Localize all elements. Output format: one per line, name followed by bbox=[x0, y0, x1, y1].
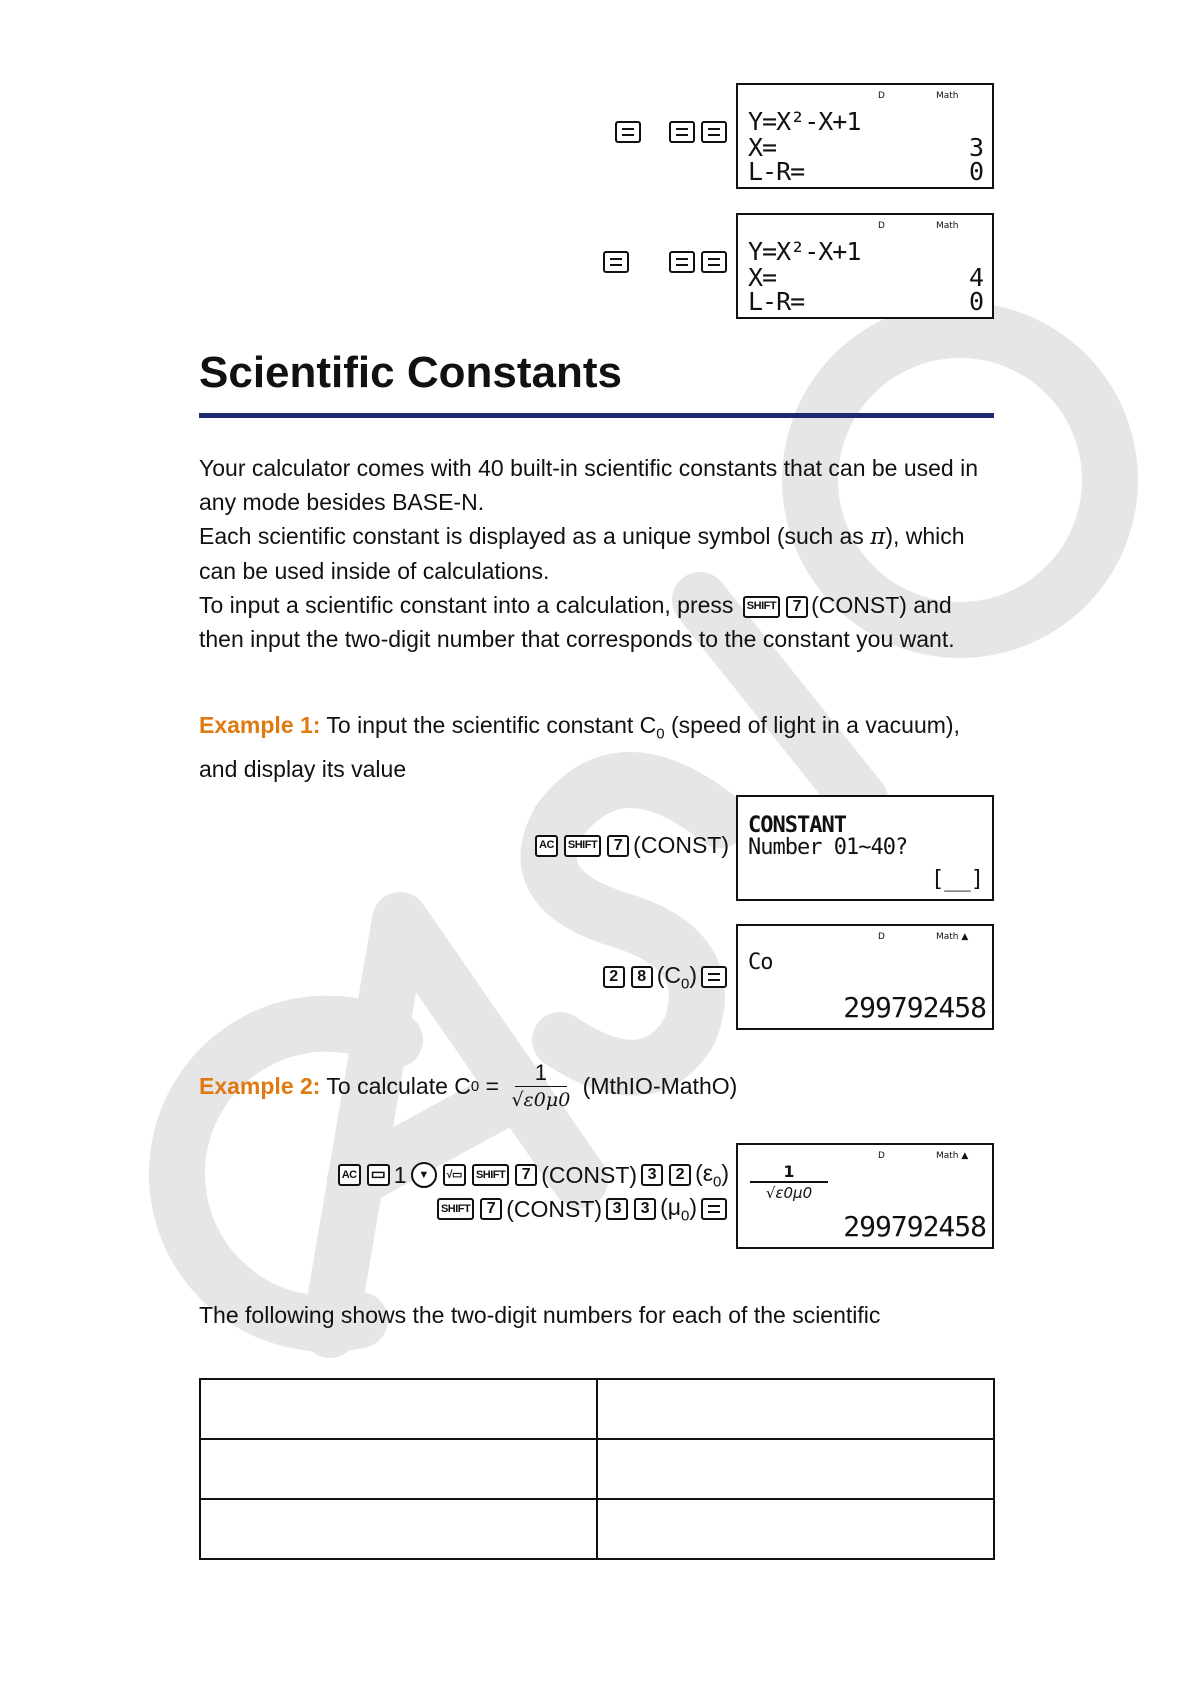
lcd-line-2: Number 01~40? bbox=[748, 835, 908, 860]
lcd-line-2-label: X= bbox=[748, 133, 777, 162]
equals-key[interactable] bbox=[701, 1198, 727, 1220]
lcd-fraction bbox=[750, 1163, 828, 1203]
example-1-text-a: To input the scientific constant C bbox=[320, 712, 657, 738]
equals-icon bbox=[676, 258, 688, 266]
table-row bbox=[200, 1439, 994, 1499]
lcd-line-1: Y=X²-X+1 bbox=[748, 237, 861, 266]
lcd-line-1: CONSTANT bbox=[748, 813, 846, 838]
lcd-line-3: [__] bbox=[931, 867, 984, 892]
section-title: Scientific Constants bbox=[199, 348, 622, 397]
intro-line-2a: Each scientific constant is displayed as a unique symbol (such as bbox=[199, 523, 871, 549]
equals-icon bbox=[708, 258, 720, 266]
seven-key[interactable]: 7 bbox=[480, 1198, 502, 1220]
example-1-text bbox=[199, 708, 999, 786]
lcd-line-2-label: X= bbox=[748, 263, 777, 292]
intro-line-3a: To input a scientific constant into a calculation, press bbox=[199, 592, 740, 618]
table-row bbox=[200, 1379, 994, 1439]
seven-key[interactable]: 7 bbox=[786, 596, 808, 618]
shift-key[interactable]: SHIFT bbox=[564, 835, 601, 857]
equals-icon bbox=[622, 128, 634, 136]
lcd-screen-2 bbox=[736, 213, 994, 319]
deg-indicator: D bbox=[878, 91, 885, 101]
title-rule bbox=[199, 413, 994, 418]
seven-key[interactable]: 7 bbox=[515, 1164, 537, 1186]
key-sequence-5b bbox=[340, 1194, 730, 1225]
lcd-line-3-value: 0 bbox=[968, 157, 984, 186]
table-cell bbox=[200, 1439, 597, 1499]
equals-icon bbox=[708, 1205, 720, 1213]
example-2-text-b: (MthIO-MathO) bbox=[576, 1073, 738, 1099]
equals-key[interactable] bbox=[669, 251, 695, 273]
pi-symbol: π bbox=[870, 524, 886, 550]
table-cell bbox=[597, 1379, 994, 1439]
seven-key[interactable]: 7 bbox=[607, 835, 629, 857]
table-row bbox=[200, 1499, 994, 1559]
lcd-screen-1 bbox=[736, 83, 994, 189]
key-sequence-5a bbox=[240, 1160, 730, 1191]
shift-key[interactable]: SHIFT bbox=[472, 1164, 509, 1186]
c0-label: $(C_0)$ bbox=[656, 962, 697, 993]
ac-key[interactable]: AC bbox=[535, 835, 558, 857]
equals-icon bbox=[708, 128, 720, 136]
const-label: (CONST) bbox=[506, 1195, 603, 1222]
math-indicator: Math ▲ bbox=[936, 932, 969, 942]
deg-indicator: D bbox=[878, 932, 885, 942]
mu-label: $(\mu_0)$ bbox=[660, 1194, 697, 1225]
table-cell bbox=[200, 1499, 597, 1559]
key-sequence-1 bbox=[560, 121, 730, 143]
key-sequence-2 bbox=[560, 251, 730, 273]
sqrt-key[interactable]: √▭ bbox=[443, 1164, 466, 1186]
lcd-fraction-numerator: 1 bbox=[783, 1162, 795, 1181]
shift-key[interactable]: SHIFT bbox=[437, 1198, 474, 1220]
ac-key[interactable]: AC bbox=[338, 1164, 361, 1186]
deg-indicator: D bbox=[878, 1151, 885, 1161]
two-key[interactable]: 2 bbox=[603, 966, 625, 988]
lcd-screen-5 bbox=[736, 1143, 994, 1249]
math-indicator: Math ▲ bbox=[936, 1151, 969, 1161]
table-cell bbox=[597, 1499, 994, 1559]
lcd-result: 299792458 bbox=[843, 991, 986, 1024]
lcd-line-3-value: 0 bbox=[968, 287, 984, 316]
math-indicator: Math bbox=[936, 91, 959, 101]
lcd-line-3-label: L-R= bbox=[748, 157, 805, 186]
intro-line-1: Your calculator comes with 40 built-in scientific constants that can be used in any mode besides BASE-N. bbox=[199, 455, 979, 515]
lcd-screen-4 bbox=[736, 924, 994, 1030]
three-key[interactable]: 3 bbox=[634, 1198, 656, 1220]
three-key[interactable]: 3 bbox=[641, 1164, 663, 1186]
lcd-line-1: Co bbox=[748, 950, 773, 975]
table-cell bbox=[200, 1379, 597, 1439]
equals-key[interactable] bbox=[615, 121, 641, 143]
intro-paragraph bbox=[199, 451, 999, 656]
down-arrow-icon[interactable]: ▼ bbox=[411, 1162, 437, 1188]
intro-line-3b: and then input the two-digit number that corresponds to the constant you want. bbox=[199, 592, 955, 652]
fraction-key[interactable]: ▭ bbox=[367, 1164, 390, 1186]
lcd-line-2-value: 4 bbox=[968, 263, 984, 292]
lcd-result: 299792458 bbox=[843, 1210, 986, 1243]
intro-line-2b: ), which can be used inside of calculations. bbox=[199, 523, 965, 584]
math-indicator: Math bbox=[936, 221, 959, 231]
equals-key[interactable] bbox=[669, 121, 695, 143]
equals-key[interactable] bbox=[701, 966, 727, 988]
equals-icon bbox=[676, 128, 688, 136]
example-1-label: Example 1: bbox=[199, 712, 321, 738]
lcd-line-2-value: 3 bbox=[968, 133, 984, 162]
one-digit: 1 bbox=[393, 1161, 407, 1188]
intro-const-label: (CONST) bbox=[811, 592, 907, 618]
lcd-line-3-label: L-R= bbox=[748, 287, 805, 316]
example-2-sub: 0 bbox=[470, 1078, 480, 1095]
key-sequence-3 bbox=[400, 832, 730, 859]
equals-icon bbox=[708, 973, 720, 981]
following-text: The following shows the two-digit numbers for each of the scientific bbox=[199, 1302, 881, 1328]
example-2-fraction bbox=[511, 1060, 570, 1113]
shift-key[interactable]: SHIFT bbox=[743, 596, 780, 618]
equals-key[interactable] bbox=[701, 121, 727, 143]
example-1-text-b: (speed of light in a vacuum), and display its value bbox=[199, 712, 960, 782]
const-label: (CONST) bbox=[541, 1161, 638, 1188]
equals-key[interactable] bbox=[603, 251, 629, 273]
table-cell bbox=[597, 1439, 994, 1499]
deg-indicator: D bbox=[878, 221, 885, 231]
equals-icon bbox=[610, 258, 622, 266]
key-sequence-4 bbox=[480, 962, 730, 993]
const-label: (CONST) bbox=[633, 832, 729, 858]
epsilon-label: $(\varepsilon_0)$ bbox=[695, 1160, 729, 1191]
example-2-text-a: To calculate C bbox=[320, 1073, 471, 1099]
constants-table bbox=[199, 1378, 995, 1560]
three-key[interactable]: 3 bbox=[606, 1198, 628, 1220]
lcd-fraction-denominator: √ε0μ0 bbox=[765, 1184, 813, 1202]
equals-key[interactable] bbox=[701, 251, 727, 273]
eight-key[interactable]: 8 bbox=[631, 966, 653, 988]
example-2-label: Example 2: bbox=[199, 1073, 321, 1099]
two-key[interactable]: 2 bbox=[669, 1164, 691, 1186]
example-1-sub: 0 bbox=[656, 725, 665, 743]
fraction-numerator: 1 bbox=[534, 1060, 547, 1085]
fraction-denominator: √ε0μ0 bbox=[511, 1089, 571, 1111]
example-2-equals: = bbox=[479, 1073, 506, 1099]
lcd-screen-3 bbox=[736, 795, 994, 901]
example-2-text bbox=[199, 1060, 737, 1113]
lcd-line-1: Y=X²-X+1 bbox=[748, 107, 861, 136]
